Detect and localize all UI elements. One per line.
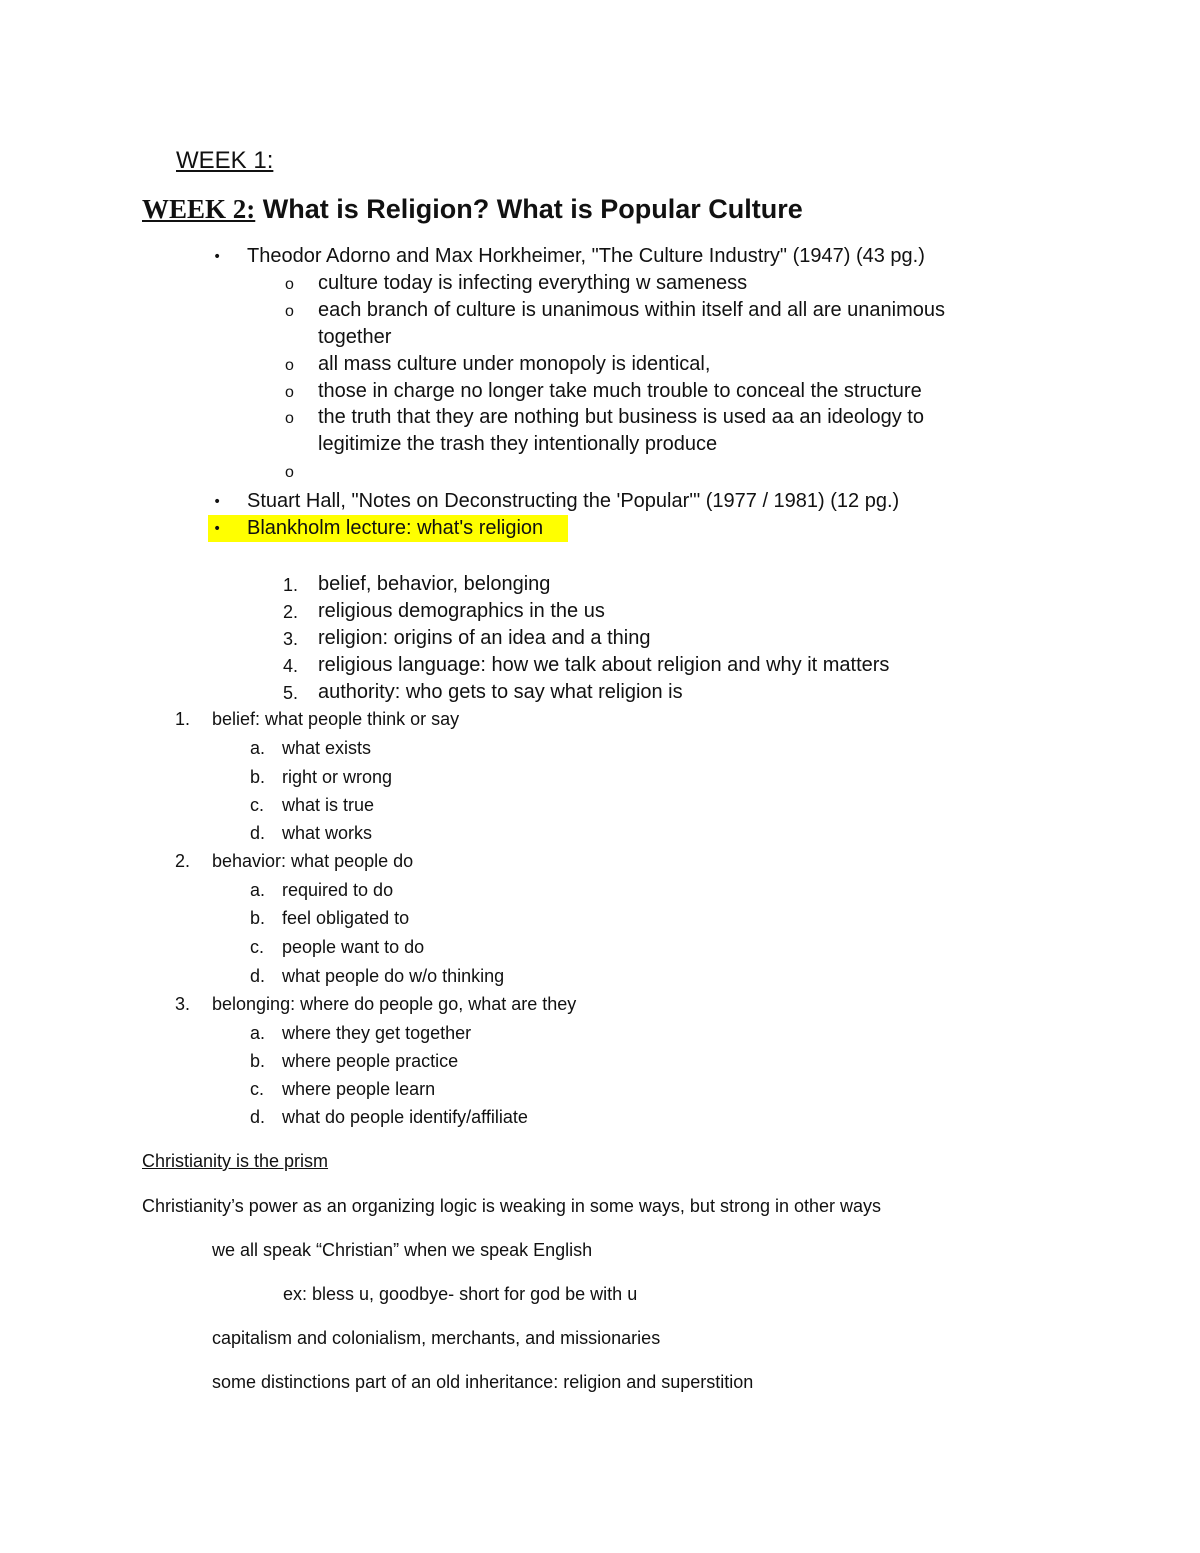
reading-hall: Stuart Hall, "Notes on Deconstructing the 'Popular'" (1977 / 1981) (12 pg.) [247,490,900,512]
outline-letter: c. [250,795,265,815]
note-item: each branch of culture is unanimous within itself and all are unanimous [318,299,946,321]
week2-label: WEEK 2: [142,194,256,224]
paragraph: Christianity’s power as an organizing logic is weaking in some ways, but strong in other ways [142,1196,882,1216]
outline-letter: b. [250,767,266,787]
outline-subitem: people want to do [282,937,425,957]
outline-subitem: where people practice [282,1051,459,1071]
outline-subitem: what do people identify/affiliate [282,1107,528,1127]
outline-letter: d. [250,966,266,986]
note-item: all mass culture under monopoly is identical, [318,353,711,375]
bullet-glyph: • [213,249,222,265]
note-item-continued: together [318,326,392,348]
outline-letter: d. [250,1107,266,1127]
lecture-heading: Blankholm lecture: what's religion [247,517,544,539]
outline-letter: d. [250,823,266,843]
christianity-heading: Christianity is the prism [142,1151,329,1171]
list-number: 4. [282,656,298,676]
outline-letter: a. [250,880,266,900]
paragraph: capitalism and colonialism, merchants, and missionaries [212,1328,661,1348]
paragraph: some distinctions part of an old inheritance: religion and superstition [212,1372,754,1392]
note-item-continued: legitimize the trash they intentionally produce [318,433,718,455]
week1-heading: WEEK 1: [176,147,274,174]
outline-subitem: where people learn [282,1079,436,1099]
reading-adorno: Theodor Adorno and Max Horkheimer, "The Culture Industry" (1947) (43 pg.) [247,245,925,267]
outline-subitem: right or wrong [282,767,393,787]
outline-letter: b. [250,1051,266,1071]
outline-number: 3. [174,994,190,1014]
list-number: 5. [282,683,298,703]
bullet-glyph: • [213,521,222,537]
sub-bullet-glyph: o [285,303,294,320]
outline-number: 1. [174,709,190,729]
outline-item: belonging: where do people go, what are they [212,994,577,1014]
week2-heading [142,194,803,225]
list-number: 2. [282,602,298,622]
sub-bullet-glyph: o [285,410,294,427]
outline-subitem: required to do [282,880,394,900]
outline-subitem: what works [282,823,373,843]
week2-title: What is Religion? What is Popular Culture [255,194,803,224]
outline-item: belief: what people think or say [212,709,460,729]
paragraph: we all speak “Christian” when we speak English [212,1240,593,1260]
outline-subitem: what exists [282,738,372,758]
sub-bullet-glyph: o [285,464,294,481]
lecture-topic: religious language: how we talk about religion and why it matters [318,654,890,676]
lecture-topic: authority: who gets to say what religion is [318,681,683,703]
paragraph: ex: bless u, goodbye- short for god be with u [283,1284,638,1304]
bullet-glyph: • [213,494,222,510]
sub-bullet-glyph: o [285,384,294,401]
note-item: culture today is infecting everything w sameness [318,272,748,294]
outline-subitem: what is true [282,795,375,815]
sub-bullet-glyph: o [285,357,294,374]
lecture-topic: religious demographics in the us [318,600,605,622]
sub-bullet-glyph: o [285,276,294,293]
note-item: those in charge no longer take much trouble to conceal the structure [318,380,922,402]
lecture-topic: religion: origins of an idea and a thing [318,627,651,649]
outline-subitem: what people do w/o thinking [282,966,505,986]
outline-letter: a. [250,738,266,758]
outline-subitem: feel obligated to [282,908,410,928]
outline-letter: b. [250,908,266,928]
outline-subitem: where they get together [282,1023,472,1043]
list-number: 3. [282,629,298,649]
outline-letter: c. [250,937,265,957]
outline-letter: c. [250,1079,265,1099]
list-number: 1. [282,575,298,595]
outline-item: behavior: what people do [212,851,414,871]
lecture-topic: belief, behavior, belonging [318,573,551,595]
outline-number: 2. [174,851,190,871]
note-item: the truth that they are nothing but business is used aa an ideology to [318,406,924,428]
outline-letter: a. [250,1023,266,1043]
